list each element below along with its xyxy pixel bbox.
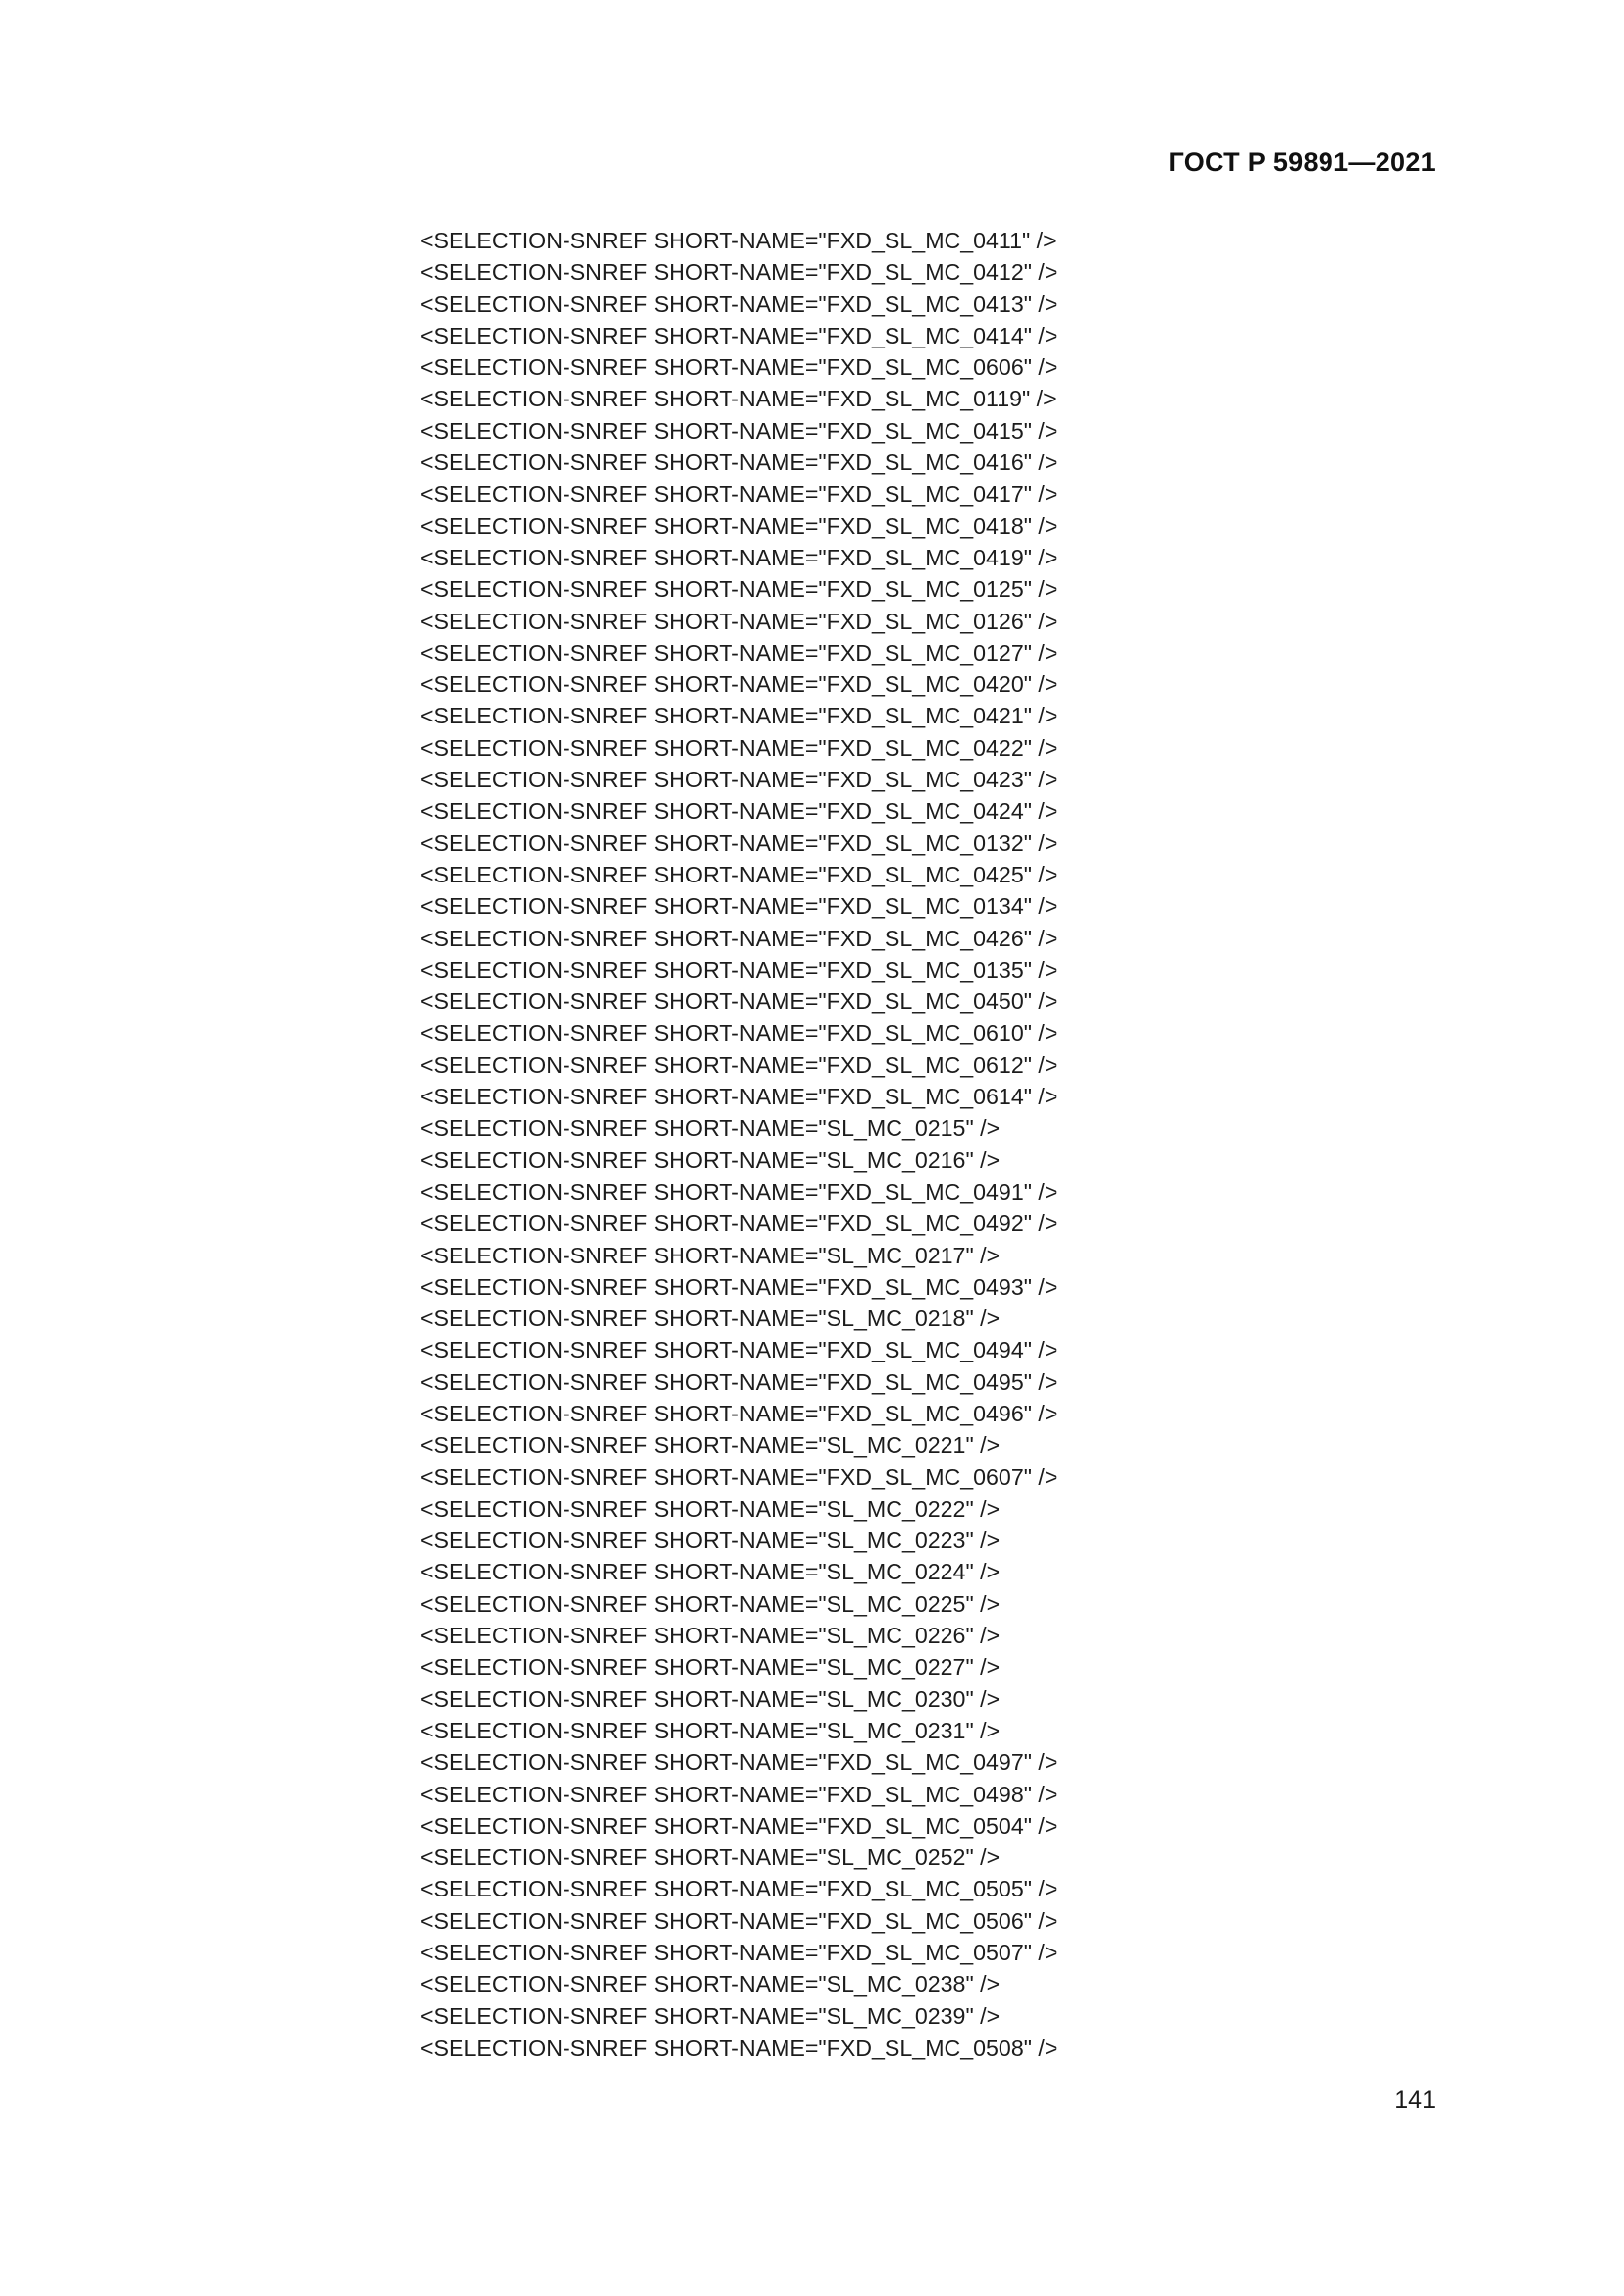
code-line: <SELECTION-SNREF SHORT-NAME="FXD_SL_MC_0491" /> <box>420 1178 1058 1204</box>
code-line: <SELECTION-SNREF SHORT-NAME="FXD_SL_MC_0411" /> <box>420 228 1056 253</box>
code-line: <SELECTION-SNREF SHORT-NAME="SL_MC_0225" /> <box>420 1590 1001 1617</box>
code-line: <SELECTION-SNREF SHORT-NAME="SL_MC_0227" /> <box>420 1654 1001 1681</box>
code-line: <SELECTION-SNREF SHORT-NAME="FXD_SL_MC_0416" /> <box>420 450 1058 476</box>
xml-code-listing <box>420 225 1057 2063</box>
code-line: <SELECTION-SNREF SHORT-NAME="FXD_SL_MC_0425" /> <box>420 861 1058 887</box>
code-line: <SELECTION-SNREF SHORT-NAME="SL_MC_0222" /> <box>420 1495 1001 1522</box>
code-line: <SELECTION-SNREF SHORT-NAME="SL_MC_0252" /> <box>420 1844 1001 1871</box>
code-line: <SELECTION-SNREF SHORT-NAME="SL_MC_0217" /> <box>420 1242 1001 1268</box>
code-line: <SELECTION-SNREF SHORT-NAME="FXD_SL_MC_0125" /> <box>420 576 1058 603</box>
code-line: <SELECTION-SNREF SHORT-NAME="SL_MC_0223" /> <box>420 1527 1001 1554</box>
code-line: <SELECTION-SNREF SHORT-NAME="FXD_SL_MC_0132" /> <box>420 829 1058 856</box>
code-line: <SELECTION-SNREF SHORT-NAME="FXD_SL_MC_0492" /> <box>420 1210 1058 1237</box>
code-line: <SELECTION-SNREF SHORT-NAME="FXD_SL_MC_0422" /> <box>420 734 1058 761</box>
code-line: <SELECTION-SNREF SHORT-NAME="FXD_SL_MC_0126" /> <box>420 608 1058 634</box>
code-line: <SELECTION-SNREF SHORT-NAME="SL_MC_0226" /> <box>420 1623 1001 1649</box>
code-line: <SELECTION-SNREF SHORT-NAME="FXD_SL_MC_0496" /> <box>420 1400 1058 1426</box>
code-line: <SELECTION-SNREF SHORT-NAME="SL_MC_0238" /> <box>420 1971 1001 1998</box>
code-line: <SELECTION-SNREF SHORT-NAME="SL_MC_0230" /> <box>420 1685 1001 1712</box>
code-line: <SELECTION-SNREF SHORT-NAME="FXD_SL_MC_0612" /> <box>420 1051 1058 1078</box>
code-line: <SELECTION-SNREF SHORT-NAME="FXD_SL_MC_0614" /> <box>420 1084 1058 1110</box>
code-line: <SELECTION-SNREF SHORT-NAME="FXD_SL_MC_0414" /> <box>420 322 1058 348</box>
code-line: <SELECTION-SNREF SHORT-NAME="SL_MC_0224" /> <box>420 1559 1001 1585</box>
code-line: <SELECTION-SNREF SHORT-NAME="FXD_SL_MC_0412" /> <box>420 259 1058 286</box>
code-line: <SELECTION-SNREF SHORT-NAME="FXD_SL_MC_0419" /> <box>420 544 1058 570</box>
code-line: <SELECTION-SNREF SHORT-NAME="FXD_SL_MC_0508" /> <box>420 2034 1058 2060</box>
code-line: <SELECTION-SNREF SHORT-NAME="FXD_SL_MC_0134" /> <box>420 893 1058 920</box>
code-line: <SELECTION-SNREF SHORT-NAME="FXD_SL_MC_0424" /> <box>420 798 1058 825</box>
code-line: <SELECTION-SNREF SHORT-NAME="SL_MC_0216" /> <box>420 1147 1001 1173</box>
code-line: <SELECTION-SNREF SHORT-NAME="SL_MC_0215" /> <box>420 1115 1001 1142</box>
code-line: <SELECTION-SNREF SHORT-NAME="FXD_SL_MC_0493" /> <box>420 1273 1058 1300</box>
code-line: <SELECTION-SNREF SHORT-NAME="SL_MC_0218" /> <box>420 1306 1001 1332</box>
code-line: <SELECTION-SNREF SHORT-NAME="FXD_SL_MC_0415" /> <box>420 417 1058 444</box>
code-line: <SELECTION-SNREF SHORT-NAME="FXD_SL_MC_0426" /> <box>420 925 1058 951</box>
code-line: <SELECTION-SNREF SHORT-NAME="FXD_SL_MC_0606" /> <box>420 354 1058 381</box>
code-line: <SELECTION-SNREF SHORT-NAME="FXD_SL_MC_0610" /> <box>420 1020 1058 1046</box>
code-line: <SELECTION-SNREF SHORT-NAME="SL_MC_0239" /> <box>420 2002 1001 2029</box>
code-line: <SELECTION-SNREF SHORT-NAME="SL_MC_0231" /> <box>420 1717 1001 1743</box>
code-line: <SELECTION-SNREF SHORT-NAME="FXD_SL_MC_0607" /> <box>420 1464 1058 1490</box>
code-line: <SELECTION-SNREF SHORT-NAME="FXD_SL_MC_0498" /> <box>420 1781 1058 1807</box>
code-line: <SELECTION-SNREF SHORT-NAME="FXD_SL_MC_0506" /> <box>420 1907 1058 1934</box>
code-line: <SELECTION-SNREF SHORT-NAME="FXD_SL_MC_0450" /> <box>420 988 1058 1015</box>
code-line: <SELECTION-SNREF SHORT-NAME="FXD_SL_MC_0507" /> <box>420 1940 1058 1966</box>
code-line: <SELECTION-SNREF SHORT-NAME="FXD_SL_MC_0421" /> <box>420 703 1058 729</box>
code-line: <SELECTION-SNREF SHORT-NAME="FXD_SL_MC_0119" /> <box>420 386 1056 412</box>
code-line: <SELECTION-SNREF SHORT-NAME="FXD_SL_MC_0418" /> <box>420 512 1058 539</box>
document-header-title: ГОСТ Р 59891—2021 <box>1168 147 1435 177</box>
page-number: 141 <box>1394 2086 1435 2113</box>
code-line: <SELECTION-SNREF SHORT-NAME="FXD_SL_MC_0504" /> <box>420 1812 1058 1839</box>
code-line: <SELECTION-SNREF SHORT-NAME="FXD_SL_MC_0413" /> <box>420 291 1058 317</box>
code-line: <SELECTION-SNREF SHORT-NAME="FXD_SL_MC_0494" /> <box>420 1337 1058 1363</box>
code-line: <SELECTION-SNREF SHORT-NAME="FXD_SL_MC_0135" /> <box>420 956 1058 983</box>
code-line: <SELECTION-SNREF SHORT-NAME="FXD_SL_MC_0495" /> <box>420 1368 1058 1395</box>
code-line: <SELECTION-SNREF SHORT-NAME="FXD_SL_MC_0417" /> <box>420 481 1058 507</box>
code-line: <SELECTION-SNREF SHORT-NAME="SL_MC_0221" /> <box>420 1432 1001 1459</box>
code-line: <SELECTION-SNREF SHORT-NAME="FXD_SL_MC_0497" /> <box>420 1749 1058 1776</box>
code-line: <SELECTION-SNREF SHORT-NAME="FXD_SL_MC_0423" /> <box>420 767 1058 793</box>
code-line: <SELECTION-SNREF SHORT-NAME="FXD_SL_MC_0420" /> <box>420 671 1058 698</box>
code-line: <SELECTION-SNREF SHORT-NAME="FXD_SL_MC_0505" /> <box>420 1876 1058 1902</box>
code-line: <SELECTION-SNREF SHORT-NAME="FXD_SL_MC_0127" /> <box>420 639 1058 666</box>
